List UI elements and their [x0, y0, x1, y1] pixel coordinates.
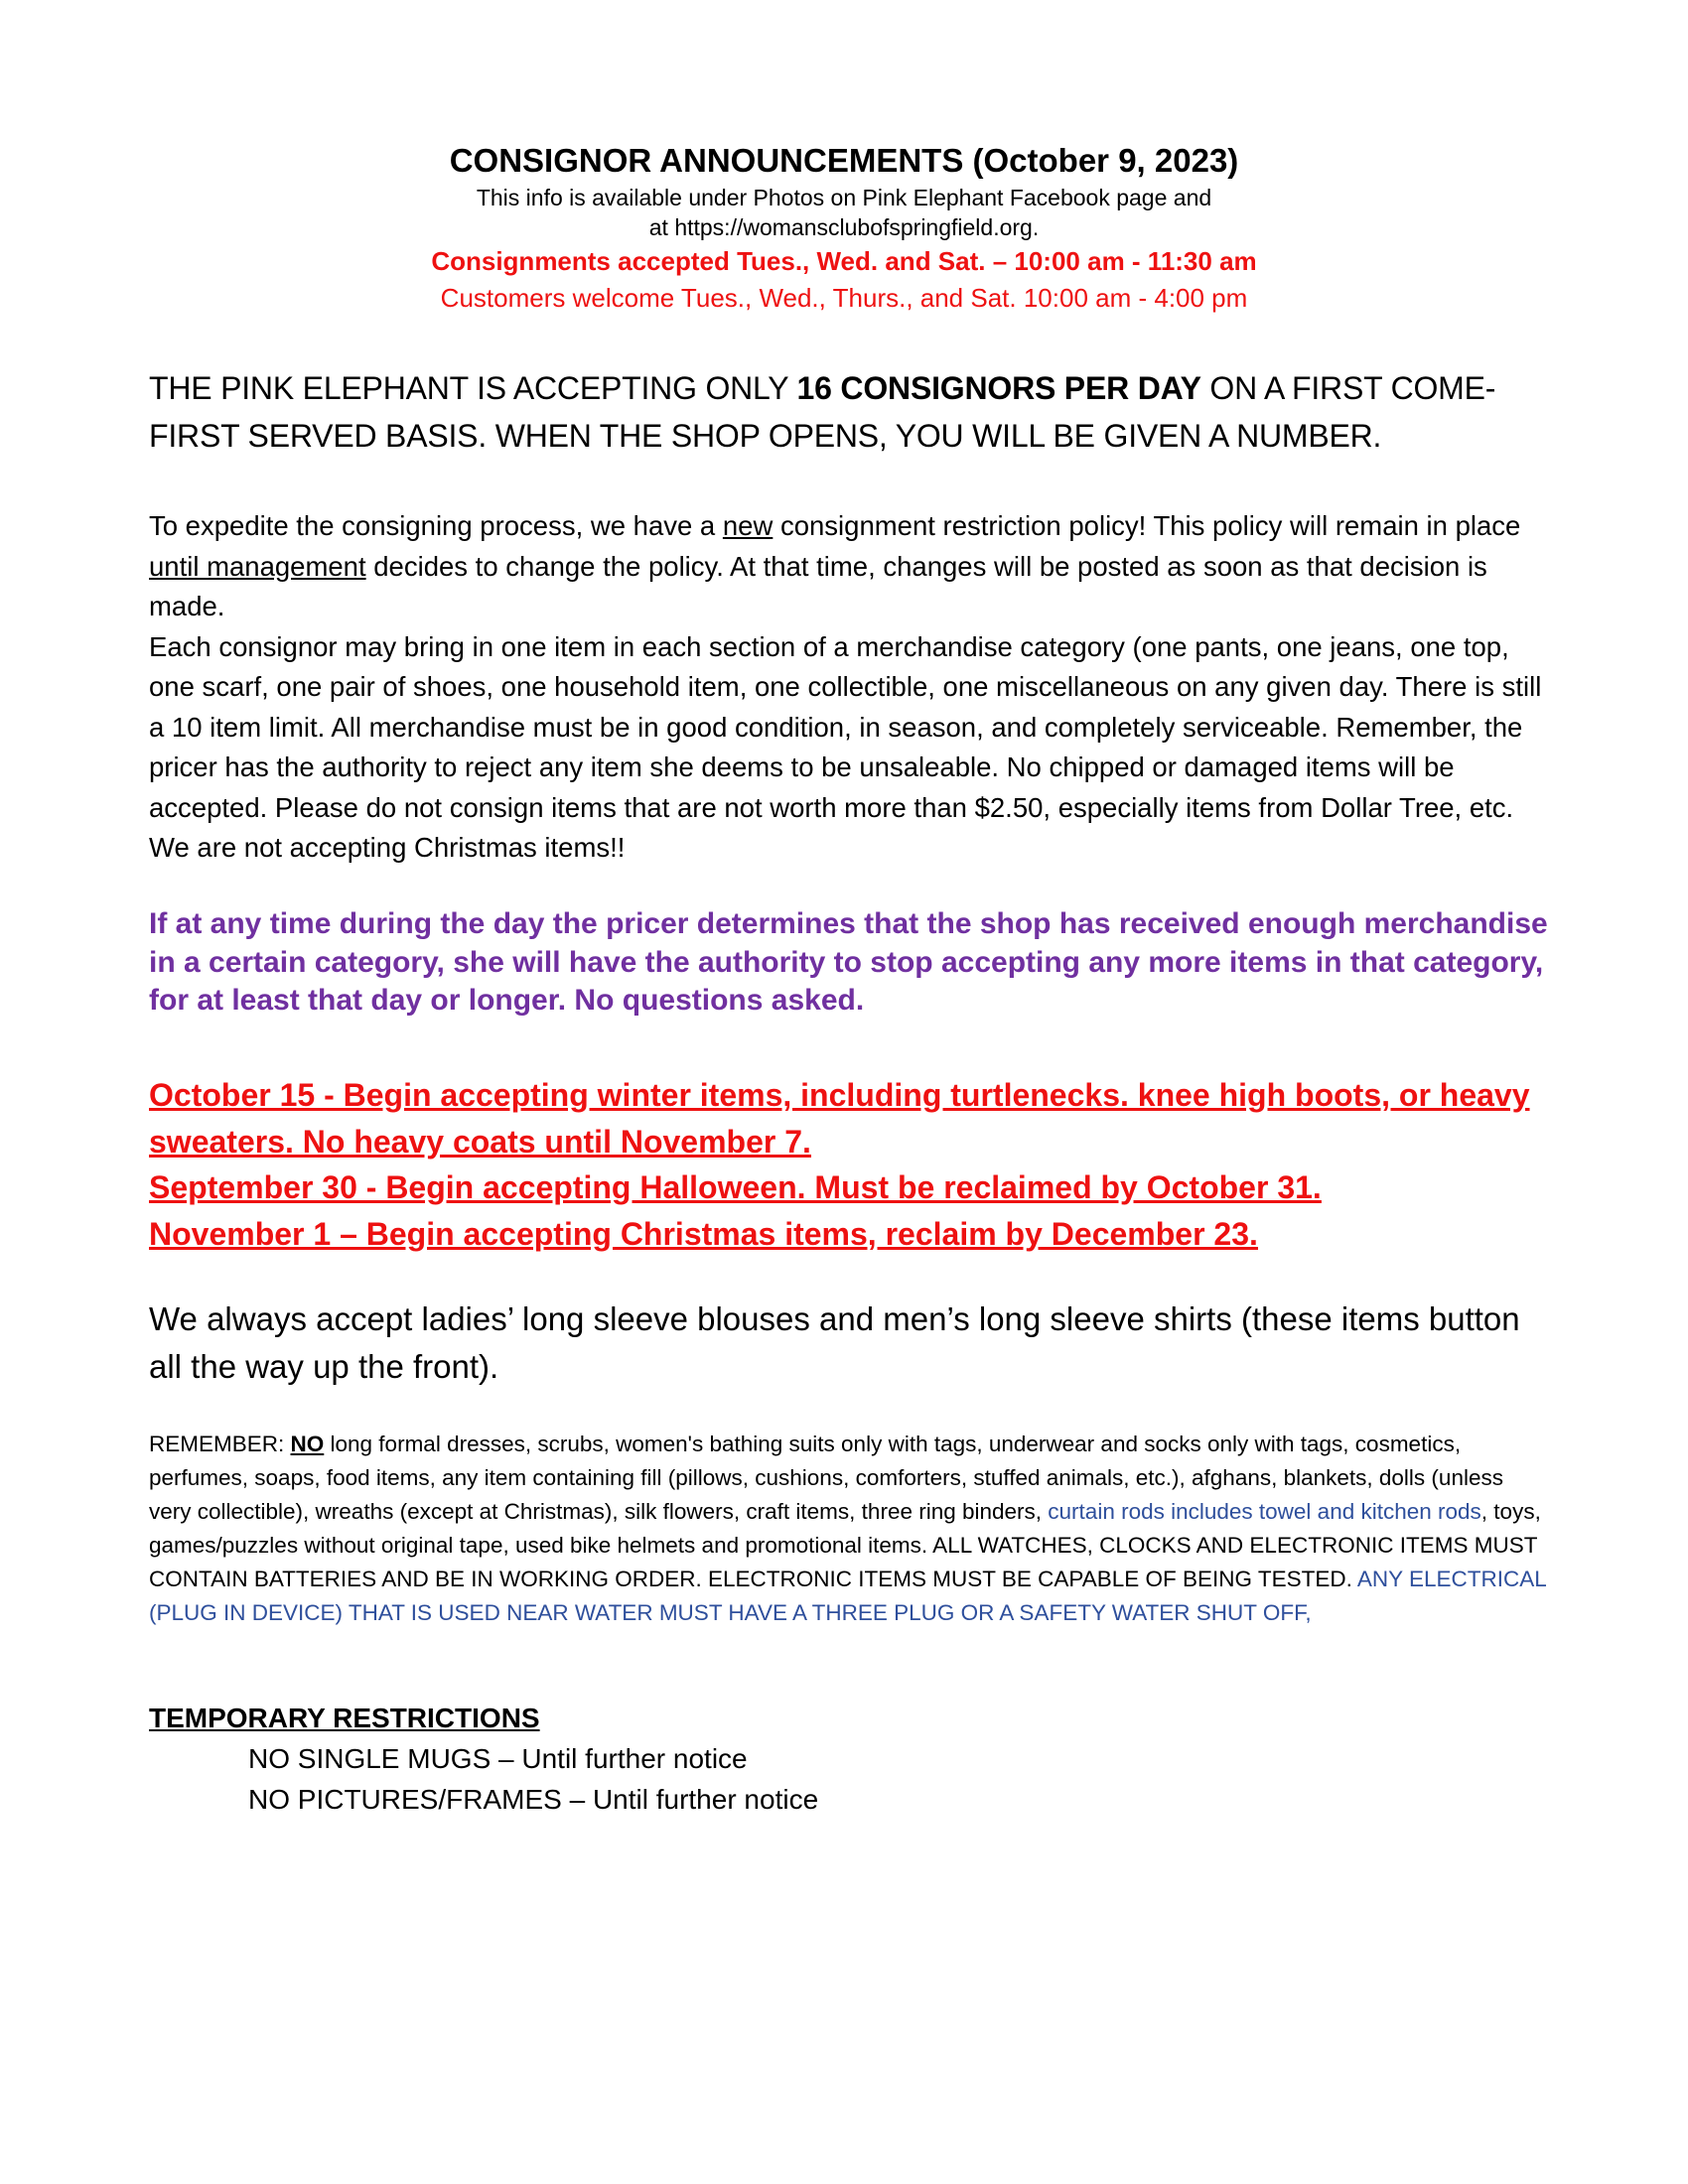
seasonal-dates — [149, 1072, 1549, 1257]
temporary-restrictions-heading: TEMPORARY RESTRICTIONS — [149, 1703, 540, 1733]
no-underlined: NO — [290, 1432, 325, 1456]
capacity-text-post: ON A FIRST COME-FIRST SERVED BASIS. WHEN THE SHOP OPENS, YOU WILL BE GIVEN A NUMBER. — [149, 370, 1496, 454]
policy-paragraph-2: Each consignor may bring in one item in each section of a merchandise category (one pants, one jeans, one top, one scarf, one pair of shoes, one household item, one collectible, one miscellaneous on any given day. There is still a 10 item limit. All merchandise must be in good condition, in season, and completely serviceable. Remember, the pricer has the authority to reject any item she deems to be unsaleable. No chipped or damaged items will be accepted. Please do not consign items that are not worth more than $2.50, especially items from Dollar Tree, etc. We are not accepting Christmas items!! — [149, 630, 1542, 863]
pricer-notice: If at any time during the day the pricer determines that the shop has received enough merchandise in a certain category, she will have the authority to stop accepting any more items in that category, for at least that day or longer. No questions asked. — [149, 907, 1548, 1017]
info-line-2: at https://womansclubofspringfield.org. — [648, 214, 1040, 240]
new-underlined: new — [722, 510, 774, 541]
seasonal-date-item: October 15 - Begin accepting winter items, including turtlenecks. knee high boots, or heavy sweaters. No heavy coats until November 7. — [149, 1077, 1530, 1160]
remember-text: long formal dresses, scrubs, women's bathing suits only with tags, underwear and socks only with tags, cosmetics, perfumes, soaps, food items, any item containing fill (pillows, cushions, comforters, stuffed animals, etc.), afghans, blankets, dolls (unless very collectible), wreaths (except at Christmas), silk flowers, craft items, three ring binders, — [149, 1432, 1503, 1524]
capacity-notice — [149, 364, 1549, 460]
announcement-header — [0, 139, 1688, 316]
policy-section — [149, 506, 1549, 869]
restriction-item: NO SINGLE MUGS – Until further notice — [248, 1743, 748, 1774]
restriction-item: NO PICTURES/FRAMES – Until further notice — [248, 1784, 819, 1815]
policy-text: To expedite the consigning process, we have a — [149, 510, 723, 541]
remember-label: REMEMBER: — [149, 1432, 291, 1456]
policy-text: consignment restriction policy! This policy will remain in place — [773, 510, 1521, 541]
customer-hours: Customers welcome Tues., Wed., Thurs., and Sat. 10:00 am - 4:00 pm — [440, 283, 1248, 313]
consignment-hours: Consignments accepted Tues., Wed. and Sat. – 10:00 am - 11:30 am — [431, 246, 1257, 276]
electrical-note: ANY ELECTRICAL (PLUG IN DEVICE) THAT IS USED NEAR WATER MUST HAVE A THREE PLUG OR A SAFETY WATER SHUT OFF, — [149, 1567, 1546, 1625]
remember-text: , toys, games/puzzles without original tape, used bike helmets and promotional items. ALL WATCHES, CLOCKS AND ELECTRONIC ITEMS MUST CONTAIN BATTERIES AND BE IN WORKING ORDER. ELECTRONIC ITEMS MUST BE CAPABLE OF BEING TESTED. — [149, 1499, 1541, 1591]
policy-text: decides to change the policy. At that time, changes will be posted as soon as that decision is made. — [149, 550, 1487, 621]
policy-paragraph-1 — [149, 506, 1549, 627]
info-line-1: This info is available under Photos on Pink Elephant Facebook page and — [476, 185, 1212, 210]
remember-section — [149, 1428, 1549, 1630]
page-title: CONSIGNOR ANNOUNCEMENTS (October 9, 2023) — [449, 142, 1239, 179]
seasonal-date-item: November 1 – Begin accepting Christmas items, reclaim by December 23. — [149, 1215, 1258, 1252]
always-accept-notice: We always accept ladies’ long sleeve blouses and men’s long sleeve shirts (these items button all the way up the front). — [149, 1300, 1520, 1385]
until-management-underlined: until management — [149, 550, 366, 582]
capacity-text-pre: THE PINK ELEPHANT IS ACCEPTING ONLY — [149, 370, 797, 406]
temporary-restrictions — [149, 1698, 1549, 1820]
capacity-count: 16 CONSIGNORS PER DAY — [796, 370, 1201, 406]
curtain-rods-note: curtain rods includes towel and kitchen rods — [1048, 1499, 1481, 1524]
seasonal-date-item: September 30 - Begin accepting Halloween. Must be reclaimed by October 31. — [149, 1169, 1322, 1205]
